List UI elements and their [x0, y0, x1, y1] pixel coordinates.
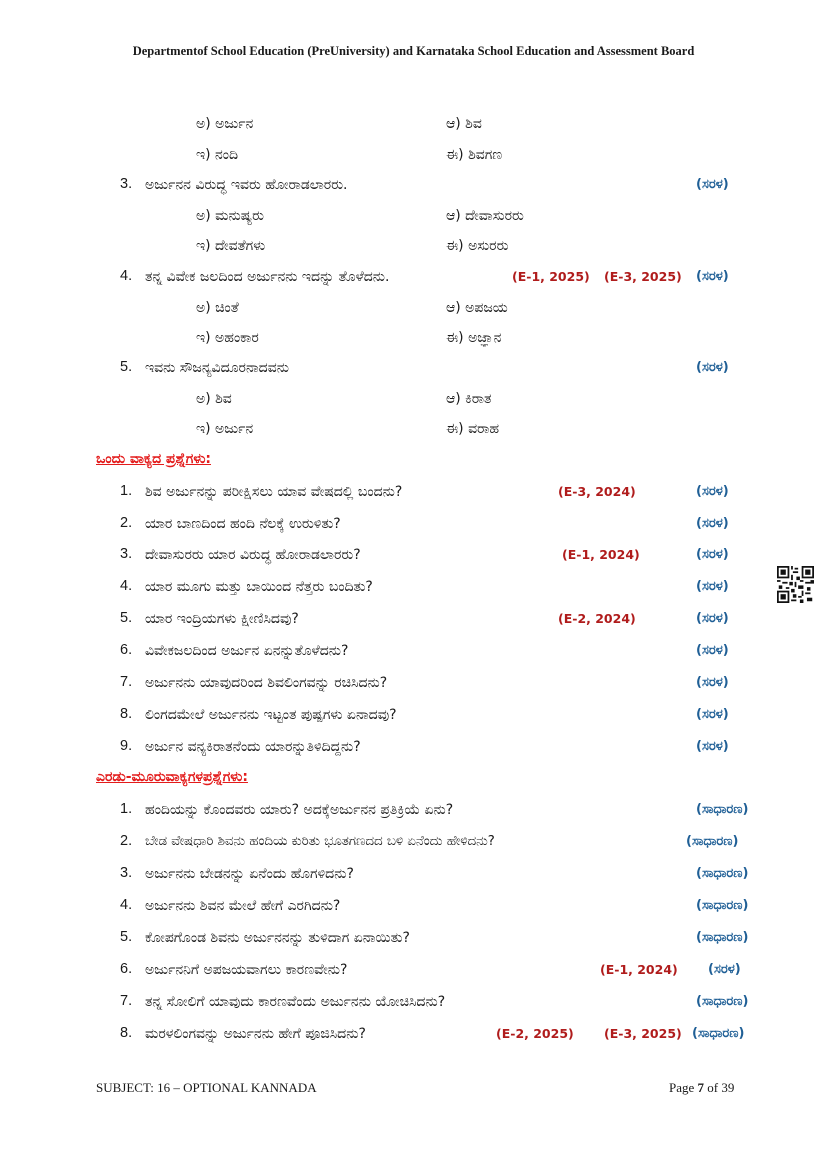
question-text: ಅರ್ಜುನನು ಶಿವನ ಮೇಲೆ ಹೇಗೆ ಎರಗಿದನು? — [145, 898, 341, 914]
option: ಈ) ವರಾಹ — [446, 421, 500, 437]
option: ಇ) ನಂದಿ — [196, 147, 239, 163]
option: ಅ) ಅರ್ಜುನ — [196, 116, 254, 132]
exam-reference: (E-3, 2025) — [604, 1026, 682, 1041]
question-text: ವಿವೇಕಜಲದಿಂದ ಅರ್ಜುನ ಏನನ್ನುತೊಳೆದನು? — [145, 643, 349, 659]
exam-reference: (E-1, 2024) — [600, 962, 678, 977]
option: ಆ) ದೇವಾಸುರರು — [446, 208, 524, 224]
difficulty-label: (ಸರಳ) — [696, 360, 729, 375]
option: ಈ) ಅಸುರರು — [446, 238, 509, 254]
question-text: ಮರಳಲಿಂಗವನ್ನು ಅರ್ಜುನನು ಹೇಗೆ ಪೂಜಿಸಿದನು? — [145, 1026, 366, 1042]
difficulty-label: (ಸರಳ) — [696, 579, 729, 594]
difficulty-label: (ಸರಳ) — [696, 484, 729, 499]
question-text: ಯಾರ ಬಾಣದಿಂದ ಹಂದಿ ನೆಲಕ್ಕೆ ಉರುಳಿತು? — [145, 516, 341, 532]
section-title-one-sentence: ಒಂದು ವಾಕ್ಯದ ಪ್ರಶ್ನೆಗಳು: — [96, 451, 211, 467]
question-number: 7. — [120, 993, 133, 1009]
difficulty-label: (ಸಾಧಾರಣ) — [686, 834, 739, 849]
option: ಅ) ಶಿವ — [196, 391, 232, 407]
question-number: 4. — [120, 268, 133, 284]
difficulty-label: (ಸಾಧಾರಣ) — [692, 1026, 745, 1041]
option: ಈ) ಅಜ್ಞಾನ — [446, 330, 502, 346]
option: ಅ) ಮನುಷ್ಯರು — [196, 208, 264, 224]
difficulty-label: (ಸರಳ) — [696, 611, 729, 626]
option: ಅ) ಚಿಂತೆ — [196, 300, 239, 316]
question-text: ಲಿಂಗದಮೇಲೆ ಅರ್ಜುನನು ಇಟ್ಟಂತ ಪುಷ್ಪಗಳು ಏನಾದವು? — [145, 707, 397, 723]
question-number: 4. — [120, 897, 133, 913]
question-number: 8. — [120, 706, 133, 722]
option: ಆ) ಶಿವ — [446, 116, 482, 132]
question-number: 6. — [120, 961, 133, 977]
question-text: ಶಿವ ಅರ್ಜುನನ್ನು ಪರೀಕ್ಷಿಸಲು ಯಾವ ವೇಷದಲ್ಲಿ ಬಂದನು? — [145, 484, 403, 500]
exam-reference: (E-1, 2025) — [512, 269, 590, 284]
question-number: 3. — [120, 546, 133, 562]
question-number: 2. — [120, 515, 133, 531]
option: ಇ) ಅರ್ಜುನ — [196, 421, 254, 437]
question-number: 5. — [120, 929, 133, 945]
question-text: ದೇವಾಸುರರು ಯಾರ ವಿರುದ್ಧ ಹೋರಾಡಲಾರರು? — [145, 547, 361, 563]
question-text: ಅರ್ಜುನನು ಯಾವುದರಿಂದ ಶಿವಲಿಂಗವನ್ನು ರಚಿಸಿದನು? — [145, 675, 388, 691]
question-text: ತನ್ನ ವಿವೇಕ ಜಲದಿಂದ ಅರ್ಜುನನು ಇದನ್ನು ತೊಳೆದನು. — [145, 269, 390, 285]
question-number: 6. — [120, 642, 133, 658]
section-title-two-three-sentence: ಎರಡು-ಮೂರುವಾಕ್ಯಗಳಪ್ರಶ್ನೆಗಳು: — [96, 769, 248, 785]
question-text: ಕೋಪಗೊಂಡ ಶಿವನು ಅರ್ಜುನನನ್ನು ತುಳಿದಾಗ ಏನಾಯಿತು? — [145, 930, 410, 946]
question-number: 1. — [120, 801, 133, 817]
question-number: 5. — [120, 359, 133, 375]
question-number: 2. — [120, 833, 133, 849]
page-prefix: Page — [669, 1080, 698, 1095]
difficulty-label: (ಸರಳ) — [696, 643, 729, 658]
exam-reference: (E-3, 2024) — [558, 484, 636, 499]
question-text: ಅರ್ಜುನನು ಬೇಡನನ್ನು ಏನೆಂದು ಹೊಗಳಿದನು? — [145, 866, 354, 882]
question-number: 8. — [120, 1025, 133, 1041]
difficulty-label: (ಸಾಧಾರಣ) — [696, 802, 749, 817]
question-text: ತನ್ನ ಸೋಲಿಗೆ ಯಾವುದು ಕಾರಣವೆಂದು ಅರ್ಜುನನು ಯೋಚಿಸಿದನು? — [145, 994, 446, 1010]
question-text: ಹಂದಿಯನ್ನು ಕೊಂದವರು ಯಾರು? ಅದಕ್ಕೆಅರ್ಜುನನ ಪ್ರತಿಕ್ರಿಯೆ ಏನು? — [145, 802, 454, 818]
question-number: 4. — [120, 578, 133, 594]
option: ಈ) ಶಿವಗಣ — [446, 147, 503, 163]
question-number: 7. — [120, 674, 133, 690]
question-text: ಯಾರ ಇಂದ್ರಿಯಗಳು ಕ್ಷೀಣಿಸಿದವು? — [145, 611, 299, 627]
question-text: ಅರ್ಜುನ ವನ್ಯಕಿರಾತನೆಂದು ಯಾರನ್ನುತಿಳಿದಿದ್ದನು? — [145, 739, 361, 755]
footer-page-number — [669, 1080, 734, 1096]
footer-subject: SUBJECT: 16 – OPTIONAL KANNADA — [96, 1080, 317, 1095]
question-text: ಅರ್ಜುನನಿಗೆ ಅಪಜಯವಾಗಲು ಕಾರಣವೇನು? — [145, 962, 348, 978]
option: ಆ) ಅಪಜಯ — [446, 300, 508, 316]
exam-reference: (E-2, 2024) — [558, 611, 636, 626]
difficulty-label: (ಸಾಧಾರಣ) — [696, 898, 749, 913]
question-text: ಅರ್ಜುನನ ವಿರುದ್ಧ ಇವರು ಹೋರಾಡಲಾರರು. — [145, 177, 348, 193]
qr-code-icon — [777, 566, 814, 603]
difficulty-label: (ಸಾಧಾರಣ) — [696, 866, 749, 881]
question-number: 3. — [120, 865, 133, 881]
exam-reference: (E-1, 2024) — [562, 547, 640, 562]
page-suffix: of 39 — [704, 1080, 735, 1095]
difficulty-label: (ಸರಳ) — [696, 739, 729, 754]
page-current: 7 — [697, 1080, 705, 1095]
difficulty-label: (ಸರಳ) — [696, 675, 729, 690]
option: ಆ) ಕಿರಾತ — [446, 391, 492, 407]
difficulty-label: (ಸರಳ) — [696, 547, 729, 562]
difficulty-label: (ಸಾಧಾರಣ) — [696, 930, 749, 945]
exam-reference: (E-2, 2025) — [496, 1026, 574, 1041]
exam-reference: (E-3, 2025) — [604, 269, 682, 284]
page-header: Departmentof School Education (PreUniversity) and Karnataka School Education and Assessment Board — [132, 44, 695, 58]
option: ಇ) ದೇವತೆಗಳು — [196, 238, 266, 254]
question-number: 9. — [120, 738, 133, 754]
difficulty-label: (ಸರಳ) — [696, 269, 729, 284]
difficulty-label: (ಸರಳ) — [708, 962, 741, 977]
difficulty-label: (ಸರಳ) — [696, 707, 729, 722]
question-number: 5. — [120, 610, 133, 626]
option: ಇ) ಅಹಂಕಾರ — [196, 330, 259, 346]
difficulty-label: (ಸರಳ) — [696, 516, 729, 531]
question-text: ಯಾರ ಮೂಗು ಮತ್ತು ಬಾಯಿಂದ ನೆತ್ತರು ಬಂದಿತು? — [145, 579, 373, 595]
question-number: 3. — [120, 176, 133, 192]
question-number: 1. — [120, 483, 133, 499]
difficulty-label: (ಸರಳ) — [696, 177, 729, 192]
question-text: ಬೇಡ ವೇಷಧಾರಿ ಶಿವನು ಹಂದಿಯ ಕುರಿತು ಭೂತಗಣದದ ಬಳಿ ಏನೆಂದು ಹೇಳಿದನು? — [145, 834, 495, 849]
question-text: ಇವನು ಸೌಜನ್ಯವಿದೂರನಾದವನು — [145, 360, 289, 376]
difficulty-label: (ಸಾಧಾರಣ) — [696, 994, 749, 1009]
